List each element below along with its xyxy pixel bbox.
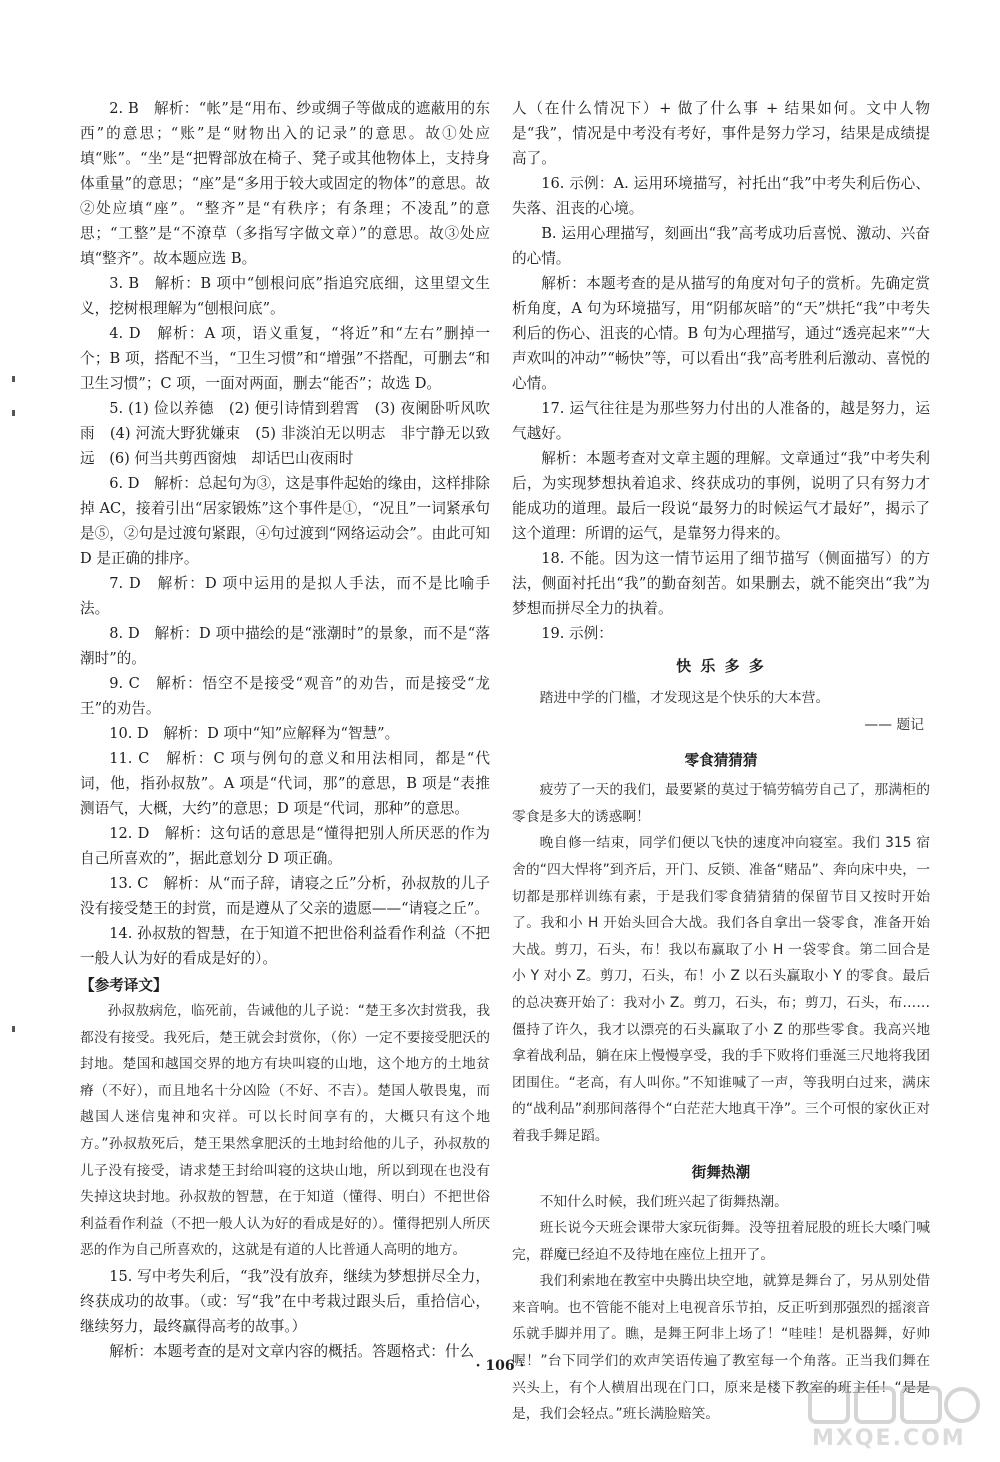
answer-5: 5. (1) 俭以养德 (2) 便引诗情到碧霄 (3) 夜阑卧听风吹雨 (4) 河流大野犹嫌束 (5) 非淡泊无以明志 非宁静无以致远 (6) 何当共剪西窗烛 却话巴山夜雨时 xyxy=(80,400,490,467)
answer-12: 12. D 解析：这句话的意思是“懂得把别人所厌恶的作为自己所喜欢的”，据此意划分 D 项正确。 xyxy=(80,825,490,867)
right-column xyxy=(512,96,930,1428)
answer-11: 11. C 解析：C 项与例句的意义和用法相同，都是“代词，他，指孙叔敖”。A 项是“代词，那”的意思，B 项是“表推测语气，大概，大约”的意思；D 项是“代词，那种”的意思。 xyxy=(80,750,490,817)
watermark-text: MXQE.COM xyxy=(812,1426,966,1451)
essay-epigraph-sign: —— 题记 xyxy=(864,716,924,733)
answer-9: 9. C 解析：悟空不是接受“观音”的劝告，而是接受“龙王”的劝告。 xyxy=(80,675,490,717)
answer-17: 17. 运气往往是为那些努力付出的人准备的，越是努力，运气越好。 xyxy=(512,400,930,442)
margin-mark xyxy=(12,376,15,382)
section-title-street-dance: 街舞热潮 xyxy=(691,1163,751,1181)
margin-mark xyxy=(12,1026,15,1032)
answer-7: 7. D 解析：D 项中运用的是拟人手法，而不是比喻手法。 xyxy=(80,575,490,617)
essay-paragraph: 我们利索地在教室中央腾出块空地，就算是舞台了，另从别处借来音响。也不管能不能对上电视音乐节拍，反正听到那强烈的摇滚音乐就手脚并用了。瞧，是舞王阿非上场了！“哇哇！是机器舞，好帅喔！”台下同学们的欢声笑语传遍了教室每一个角落。正当我们舞在兴头上，有个人横眉出现在门口，原来是楼下教室的班主任！“是是是，我们会轻点。”班长满脸赔笑。 xyxy=(512,1273,930,1423)
margin-mark xyxy=(12,410,15,416)
answer-13: 13. C 解析：从“而子辞，请寝之丘”分析，孙叔敖的儿子没有接受楚王的封赏，而是遵从了父亲的遗愿——“请寝之丘”。 xyxy=(80,875,490,917)
answer-4: 4. D 解析：A 项，语义重复，“将近”和“左右”删掉一个；B 项，搭配不当，“卫生习惯”和“增强”不搭配，可删去“和卫生习惯”；C 项，一面对两面，删去“能否”；故选 D。 xyxy=(80,325,490,392)
answer-16: 16. 示例：A. 运用环境描写，衬托出“我”中考失利后伤心、失落、沮丧的心境。 xyxy=(512,175,930,217)
essay-title: 快 乐 多 多 xyxy=(676,657,766,675)
answer-15-analysis: 解析：本题考查的是对文章内容的概括。答题格式：什么 xyxy=(109,1342,475,1360)
answer-8: 8. D 解析：D 项中描绘的是“涨潮时”的景象，而不是“落潮时”的。 xyxy=(80,625,490,667)
answer-10: 10. D 解析：D 项中“知”应解释为“智慧”。 xyxy=(109,725,400,742)
answer-19: 19. 示例： xyxy=(541,625,613,642)
section-title-snacks: 零食猜猜猜 xyxy=(684,752,758,770)
translation-heading: 【参考译文】 xyxy=(80,977,168,994)
essay-epigraph: 踏进中学的门槛，才发现这是个快乐的大本营。 xyxy=(539,690,830,706)
answer-16-b: B. 运用心理描写，刻画出“我”高考成功后喜悦、激动、兴奋的心情。 xyxy=(512,225,930,267)
essay-paragraph: 班长说今天班会课带大家玩街舞。没等扭着屁股的班长大嗓门喊完，群魔已经迫不及待地在座位上扭开了。 xyxy=(512,1220,930,1263)
essay-paragraph: 晚自修一结束，同学们便以飞快的速度冲向寝室。我们 315 宿舍的“四大悍将”到齐后，开门、反锁、准备“赌品”、奔向床中央，一切都是那样训练有素，于是我们零食猜猜猜的保留节目又按时开始了。我和小 H 开始头回合大战。我们各自拿出一袋零食，准备开始大战。剪刀，石头，布！我以布赢取了小 H 一袋零食。第二回合是小 Y 对小 Z。剪刀，石头，布！小 Z 以石头赢取小 Y 的零食。最后的总决赛开始了：我对小 Z。剪刀，石头，布；剪刀，石头，布……僵持了许久，我才以漂亮的石头赢取了小 Z 的那些零食。我高兴地拿着战利品，躺在床上慢慢享受，我的手下败将们垂涎三尺地将我团团围住。“老高，有人叫你。”不知谁喊了一声，等我明白过来，满床的“战利品”刹那间落得个“白茫茫大地真干净”。三个可恨的家伙正对着我手舞足蹈。 xyxy=(512,835,930,1144)
answer-18: 18. 不能。因为这一情节运用了细节描写（侧面描写）的方法，侧面衬托出“我”的勤奋刻苦。如果删去，就不能突出“我”为梦想而拼尽全力的执着。 xyxy=(512,550,930,617)
answer-15: 15. 写中考失利后，“我”没有放弃，继续为梦想拼尽全力，终获成功的故事。（或：写“我”在中考栽过跟头后，重拾信心，继续努力，最终赢得高考的故事。） xyxy=(80,1267,490,1335)
answer-14: 14. 孙叔敖的智慧，在于知道不把世俗利益看作利益（不把一般人认为好的看成是好的）。 xyxy=(80,925,490,967)
answer-16-analysis: 解析：本题考查的是从描写的角度对句子的赏析。先确定赏析角度，A 句为环境描写，用“阴郁灰暗”的“天”烘托“我”中考失利后的伤心、沮丧的心情。B 句为心理描写，通过“透亮起来”“大声欢叫的冲动”“畅快”等，可以看出“我”高考胜利后激动、喜悦的心情。 xyxy=(512,275,930,392)
answer-15-cont: 人（在什么情况下）+ 做了什么事 + 结果如何。文中人物是“我”，情况是中考没有考好，事件是努力学习，结果是成绩提高了。 xyxy=(512,100,930,167)
answer-6: 6. D 解析：总起句为③，这是事件起始的缘由，这样排除掉 AC，接着引出“居家锻炼”这个事件是①，“况且”一词紧承句是⑤，②句是过渡句紧跟，④句过渡到“网络运动会”。由此可知 D 是正确的排序。 xyxy=(80,475,490,567)
answer-3: 3. B 解析：B 项中“刨根问底”指追究底细，这里望文生义，挖树根理解为“刨根问底”。 xyxy=(80,275,490,317)
watermark-logo xyxy=(804,1384,984,1454)
page-number: · 106 · xyxy=(475,1358,525,1374)
left-column xyxy=(80,96,490,1364)
watermark-glyph-icon xyxy=(804,1384,984,1428)
essay-paragraph: 疲劳了一天的我们，最要紧的莫过于犒劳犒劳自己了，那满柜的零食是多大的诱惑啊！ xyxy=(512,782,930,825)
answer-2: 2. B 解析：“帐”是“用布、纱或绸子等做成的遮蔽用的东西”的意思；“账”是“财物出入的记录”的意思。故①处应填“账”。“坐”是“把臀部放在椅子、凳子或其他物体上，支持身体重量”的意思；“座”是“多用于较大或固定的物体”的意思。故②处应填“座”。“整齐”是“有秩序；有条理；不凌乱”的意思；“工整”是“不潦草（多指写字做文章）”的意思。故③处应填“整齐”。故本题应选 B。 xyxy=(80,100,490,267)
answer-17-analysis: 解析：本题考查对文章主题的理解。文章通过“我”中考失利后，为实现梦想执着追求、终获成功的事例，说明了只有努力才能成功的道理。最后一段说“最努力的时候运气才最好”，揭示了这个道理：所谓的运气，是靠努力得来的。 xyxy=(512,450,930,542)
translation-text: 孙叔敖病危，临死前，告诫他的儿子说：“楚王多次封赏我，我都没有接受。我死后，楚王就会封赏你，（你）一定不要接受肥沃的封地。楚国和越国交界的地方有块叫寝的山地，这个地方的土地贫瘠（不好），而且地名十分凶险（不好、不吉）。楚国人敬畏鬼，而越国人迷信鬼神和灾祥。可以长时间享有的，大概只有这个地方。”孙叔敖死后，楚王果然拿肥沃的土地封给他的儿子，孙叔敖的儿子没有接受，请求楚王封给叫寝的这块山地，所以到现在也没有失掉这块封地。孙叔敖的智慧，在于知道（懂得、明白）不把世俗利益看作利益（不把一般人认为好的看成是好的）。懂得把别人所厌恶的作为自己所喜欢的，这就是有道的人比普通人高明的地方。 xyxy=(80,1003,490,1259)
essay-paragraph: 不知什么时候，我们班兴起了街舞热潮。 xyxy=(539,1193,788,1210)
